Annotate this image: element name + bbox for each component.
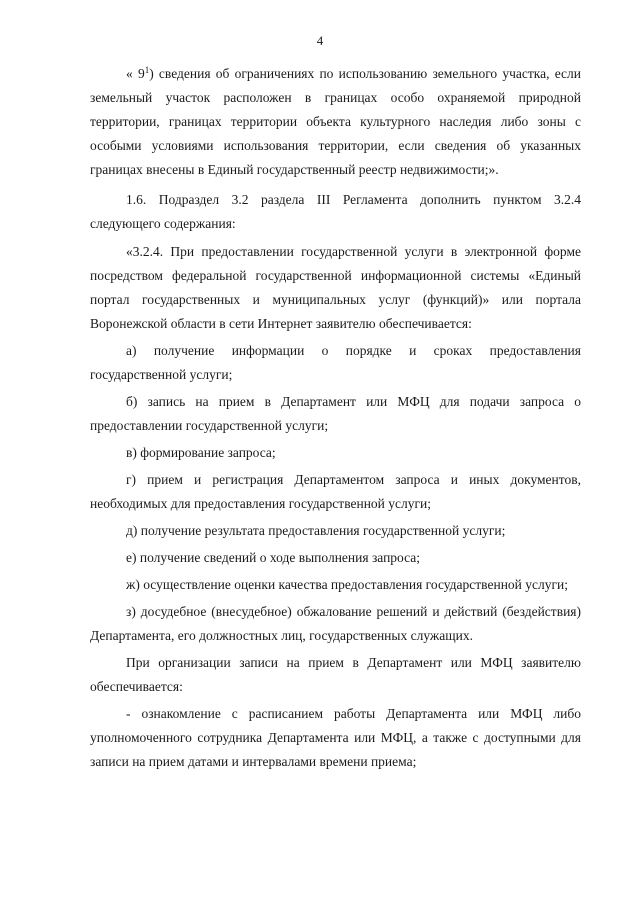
list-item-a: а) получение информации о порядке и сроках предоставления государственной услуги;	[90, 343, 581, 382]
paragraph-appointment: При организации записи на прием в Департамент или МФЦ заявителю обеспечивается:	[90, 655, 581, 694]
list-item-g: г) прием и регистрация Департаментом запроса и иных документов, необходимых для предоставления государственной услуги;	[90, 472, 581, 511]
list-item-e: е) получение сведений о ходе выполнения запроса;	[126, 550, 421, 565]
paragraph-3-2-4: «3.2.4. При предоставлении государственной услуги в электронной форме посредством федеральной государственной информационной системы «Единый портал государственных и муниципальных услуг (функций)» или портала Воронежской области в сети Интернет заявителю обеспечивается:	[90, 244, 581, 331]
paragraph-9-1-amendment: « $9^1$) сведения об ограничениях по использованию земельного участка, если земельный участок расположен в границах особо охраняемой природной территории, границах территории объекта культурного наследия либо зоны с особыми условиями использования территории, если сведения об указанных границах внесены в Единый государственный реестр недвижимости;».	[90, 65, 582, 177]
paragraph-1-6: 1.6. Подраздел 3.2 раздела III Регламента дополнить пунктом 3.2.4 следующего содержания:	[90, 192, 581, 231]
list-item-b: б) запись на прием в Департамент или МФЦ для подачи запроса о предоставлении государственной услуги;	[90, 394, 581, 433]
list-item-schedule: - ознакомление с расписанием работы Департамента или МФЦ либо уполномоченного сотрудника Департамента или МФЦ, а также с доступными для записи на прием датами и интервалами времени приема;	[90, 706, 581, 769]
list-item-z: з) досудебное (внесудебное) обжалование решений и действий (бездействия) Департамента, его должностных лиц, государственных служащих.	[90, 604, 581, 643]
list-item-d: д) получение результата предоставления государственной услуги;	[126, 523, 506, 538]
list-item-zh: ж) осуществление оценки качества предоставления государственной услуги;	[126, 577, 569, 592]
page-number: 4	[316, 33, 324, 48]
document-body	[90, 62, 581, 774]
list-item-v: в) формирование запроса;	[126, 445, 276, 460]
